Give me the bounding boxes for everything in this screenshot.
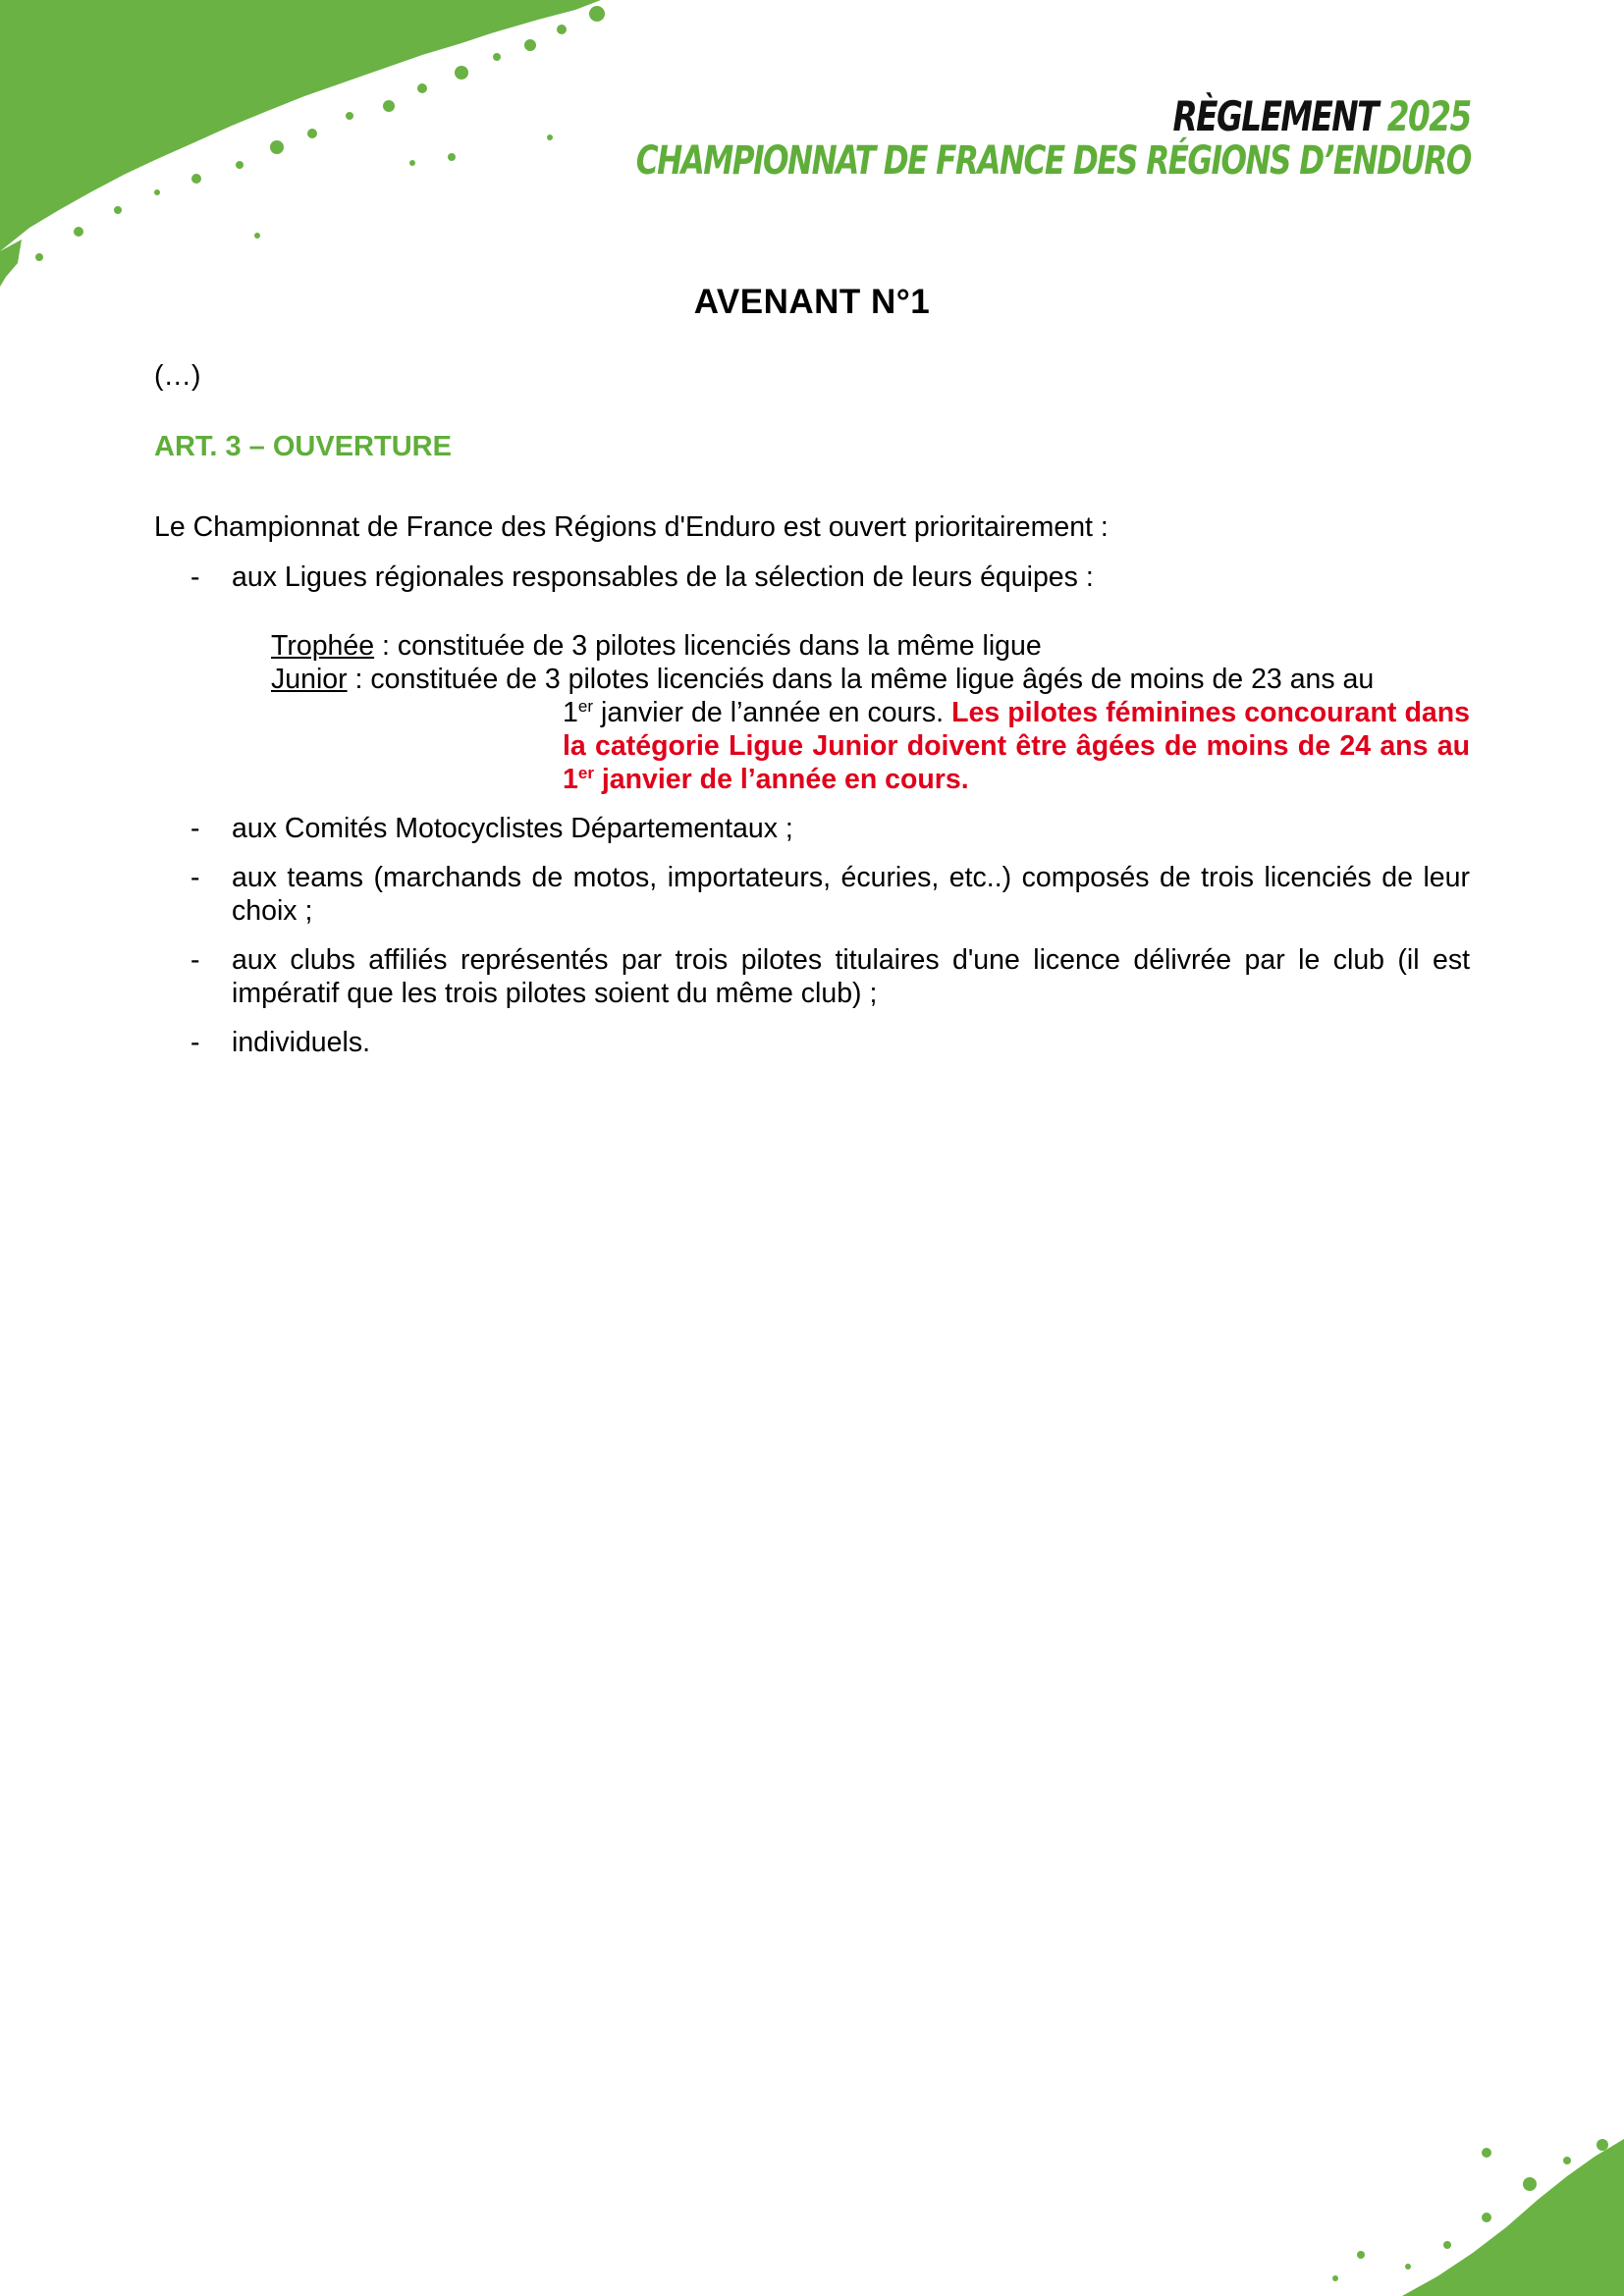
list-item-text: aux Ligues régionales responsables de la sélection de leurs équipes : (232, 561, 1094, 593)
green-splash-bottom-right (1300, 2080, 1624, 2296)
list-item-text: aux clubs affiliés représentés par trois pilotes titulaires d'une licence délivrée par le club (il est impératif que les trois pilotes soient du même club) ; (232, 944, 1470, 1009)
list-item (154, 943, 1470, 1010)
list-item (154, 561, 1470, 594)
article-heading: ART. 3 – OUVERTURE (154, 431, 452, 462)
list-item-text: aux teams (marchands de motos, importateurs, écuries, etc..) composés de trois licenciés de leur choix ; (232, 862, 1470, 927)
green-splash-top-left (0, 0, 628, 294)
list-item-text: individuels. (232, 1027, 370, 1058)
document-title: AVENANT N°1 (693, 283, 931, 321)
team-categories (271, 629, 1470, 796)
trophee-line (271, 629, 1470, 663)
ellipsis-marker: (…) (154, 360, 201, 392)
list-item (154, 1026, 1470, 1059)
trophee-text: : constituée de 3 pilotes licenciés dans la même ligue (374, 630, 1042, 662)
bullet-dash: - (190, 561, 200, 593)
ordinal-suffix-red: er (577, 764, 594, 782)
junior-text: : constituée de 3 pilotes licenciés dans la même ligue âgés de moins de 23 ans au (347, 664, 1375, 695)
header-title-line1 (636, 94, 1471, 139)
list-item-text: aux Comités Motocyclistes Départementaux ; (232, 813, 793, 844)
bullet-dash: - (190, 862, 200, 893)
bullet-dash: - (190, 813, 200, 844)
junior-continuation (563, 696, 1470, 796)
header-year: 2025 (1387, 92, 1471, 140)
list-item (154, 861, 1470, 928)
intro-paragraph: Le Championnat de France des Régions d'Enduro est ouvert prioritairement : (154, 511, 1109, 543)
junior-line (271, 663, 1470, 696)
bullet-dash: - (190, 1027, 200, 1058)
header-reglement-word: RÈGLEMENT (1172, 92, 1379, 140)
header-title-line2: CHAMPIONNAT DE FRANCE DES RÉGIONS D’ENDURO (636, 138, 1471, 184)
ordinal-suffix: er (577, 697, 593, 716)
junior-label: Junior (271, 664, 348, 695)
list-item (154, 812, 1470, 845)
amendment-text-a: Les pilotes féminines concourant dans la catégorie Ligue Junior doivent être âgées de moins de 24 ans au 1 (563, 697, 1470, 795)
amendment-text-b: janvier de l’année en cours. (593, 764, 969, 795)
bullet-dash: - (190, 944, 200, 976)
junior-date-text: janvier de l’année en cours. (592, 697, 952, 728)
regulation-header (636, 94, 1471, 183)
document-body (154, 359, 1470, 1059)
trophee-label: Trophée (271, 630, 375, 662)
junior-date-number: 1 (563, 697, 578, 728)
